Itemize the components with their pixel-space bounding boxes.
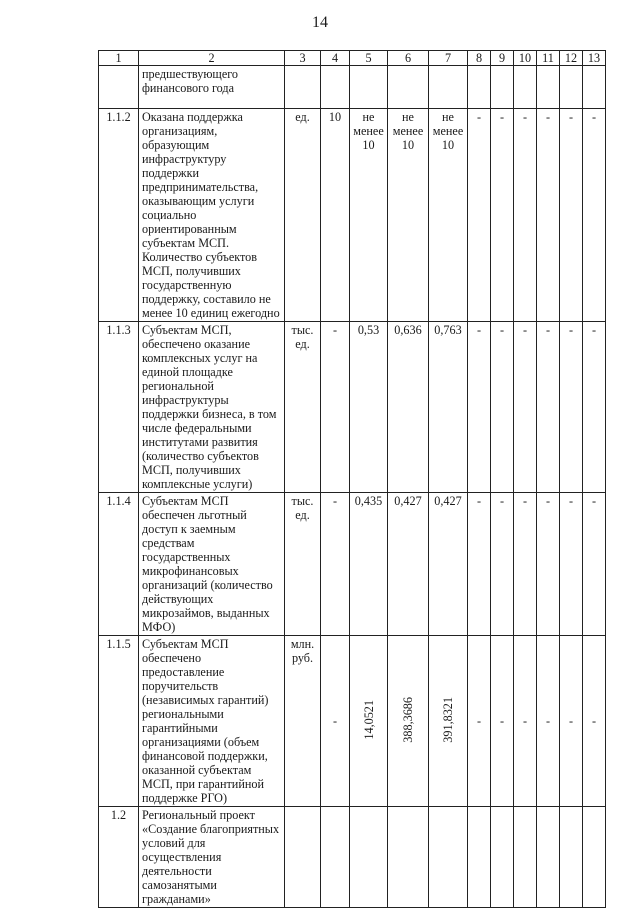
column-header: 6: [388, 51, 429, 66]
value-cell: -: [321, 322, 350, 493]
row-number: 1.1.3: [99, 322, 139, 493]
column-header: 11: [537, 51, 560, 66]
table-row: [99, 493, 606, 636]
row-name: предшествующего финансового года: [139, 66, 285, 109]
column-header: 8: [468, 51, 491, 66]
value-cell: не менее 10: [429, 109, 468, 322]
value-cell: -: [537, 322, 560, 493]
value-cell: -: [514, 109, 537, 322]
value-cell: [350, 66, 388, 109]
table-row: [99, 66, 606, 109]
value-cell: [491, 807, 514, 908]
value-cell: [468, 66, 491, 109]
indicators-table: [98, 50, 606, 908]
value-cell: 0,427: [388, 493, 429, 636]
row-name: Региональный проект «Создание благоприятных условий для осуществления деятельности самозанятыми гражданами»: [139, 807, 285, 908]
unit-cell: тыс. ед.: [285, 493, 321, 636]
value-cell: [350, 807, 388, 908]
value-cell: [583, 807, 606, 908]
page-number: 14: [312, 14, 328, 31]
value-cell: -: [514, 636, 537, 807]
value-cell: [321, 807, 350, 908]
value-cell: -: [321, 636, 350, 807]
table-row: [99, 807, 606, 908]
value-cell: [537, 807, 560, 908]
table-row: [99, 109, 606, 322]
value-cell: -: [583, 109, 606, 322]
column-header: 10: [514, 51, 537, 66]
value-cell: [429, 636, 468, 807]
unit-cell: млн. руб.: [285, 636, 321, 807]
value-cell: -: [491, 636, 514, 807]
value-cell: -: [468, 493, 491, 636]
value-cell: не менее 10: [350, 109, 388, 322]
value-cell: -: [491, 109, 514, 322]
value-cell: [583, 66, 606, 109]
value-cell: 0,53: [350, 322, 388, 493]
unit-cell: [285, 66, 321, 109]
column-header: 2: [139, 51, 285, 66]
value-cell: -: [583, 493, 606, 636]
value-cell: -: [491, 493, 514, 636]
value-cell: [537, 66, 560, 109]
value-cell: -: [321, 493, 350, 636]
column-header: 3: [285, 51, 321, 66]
value-cell: -: [514, 493, 537, 636]
value-cell: -: [468, 636, 491, 807]
value-cell: [321, 66, 350, 109]
column-header: 13: [583, 51, 606, 66]
value-cell: -: [560, 493, 583, 636]
column-header: 1: [99, 51, 139, 66]
row-number: [99, 66, 139, 109]
value-cell: -: [583, 322, 606, 493]
header-row: [99, 51, 606, 66]
vertical-value: 391,8321: [441, 696, 455, 743]
value-cell: [560, 66, 583, 109]
row-name: Субъектам МСП обеспечен льготный доступ к заемным средствам государственных микрофинансовых организаций (количество действующих микрозаймов, выданных МФО): [139, 493, 285, 636]
value-cell: [491, 66, 514, 109]
value-cell: [560, 807, 583, 908]
value-cell: -: [560, 109, 583, 322]
table-row: [99, 636, 606, 807]
row-name: Субъектам МСП, обеспечено оказание комплексных услуг на единой площадке региональной инфраструктуры поддержки бизнеса, в том числе федеральными институтами развития (количество субъектов МСП, получивших комплексные услуги): [139, 322, 285, 493]
value-cell: -: [537, 636, 560, 807]
value-cell: [350, 636, 388, 807]
value-cell: -: [560, 636, 583, 807]
row-number: 1.1.5: [99, 636, 139, 807]
value-cell: [429, 807, 468, 908]
value-cell: 0,636: [388, 322, 429, 493]
unit-cell: ед.: [285, 109, 321, 322]
value-cell: не менее 10: [388, 109, 429, 322]
value-cell: 0,427: [429, 493, 468, 636]
value-cell: -: [468, 322, 491, 493]
value-cell: 10: [321, 109, 350, 322]
value-cell: [388, 807, 429, 908]
value-cell: -: [491, 322, 514, 493]
vertical-value: 14,0521: [361, 699, 376, 740]
row-name: Оказана поддержка организациям, образующим инфраструктуру поддержки предпринимательства, оказывающим услуги социально ориентированным субъектам МСП. Количество субъектов МСП, получивших государственную поддержку, составило не менее 10 единиц ежегодно: [139, 109, 285, 322]
value-cell: -: [583, 636, 606, 807]
value-cell: -: [560, 322, 583, 493]
value-cell: 0,763: [429, 322, 468, 493]
value-cell: [429, 66, 468, 109]
row-number: 1.1.2: [99, 109, 139, 322]
value-cell: -: [514, 322, 537, 493]
row-name: Субъектам МСП обеспечено предоставление поручительств (независимых гарантий) региональными гарантийными организациями (объем финансовой поддержки, оказанной субъектам МСП, при гарантийной поддержке РГО): [139, 636, 285, 807]
vertical-value: 388,3686: [401, 696, 415, 743]
row-number: 1.1.4: [99, 493, 139, 636]
column-header: 5: [350, 51, 388, 66]
column-header: 12: [560, 51, 583, 66]
value-cell: 0,435: [350, 493, 388, 636]
value-cell: [388, 636, 429, 807]
table-row: [99, 322, 606, 493]
value-cell: [514, 807, 537, 908]
unit-cell: [285, 807, 321, 908]
value-cell: -: [468, 109, 491, 322]
value-cell: -: [537, 493, 560, 636]
column-header: 9: [491, 51, 514, 66]
value-cell: -: [537, 109, 560, 322]
column-header: 4: [321, 51, 350, 66]
unit-cell: тыс. ед.: [285, 322, 321, 493]
value-cell: [388, 66, 429, 109]
value-cell: [514, 66, 537, 109]
value-cell: [468, 807, 491, 908]
row-number: 1.2: [99, 807, 139, 908]
column-header: 7: [429, 51, 468, 66]
